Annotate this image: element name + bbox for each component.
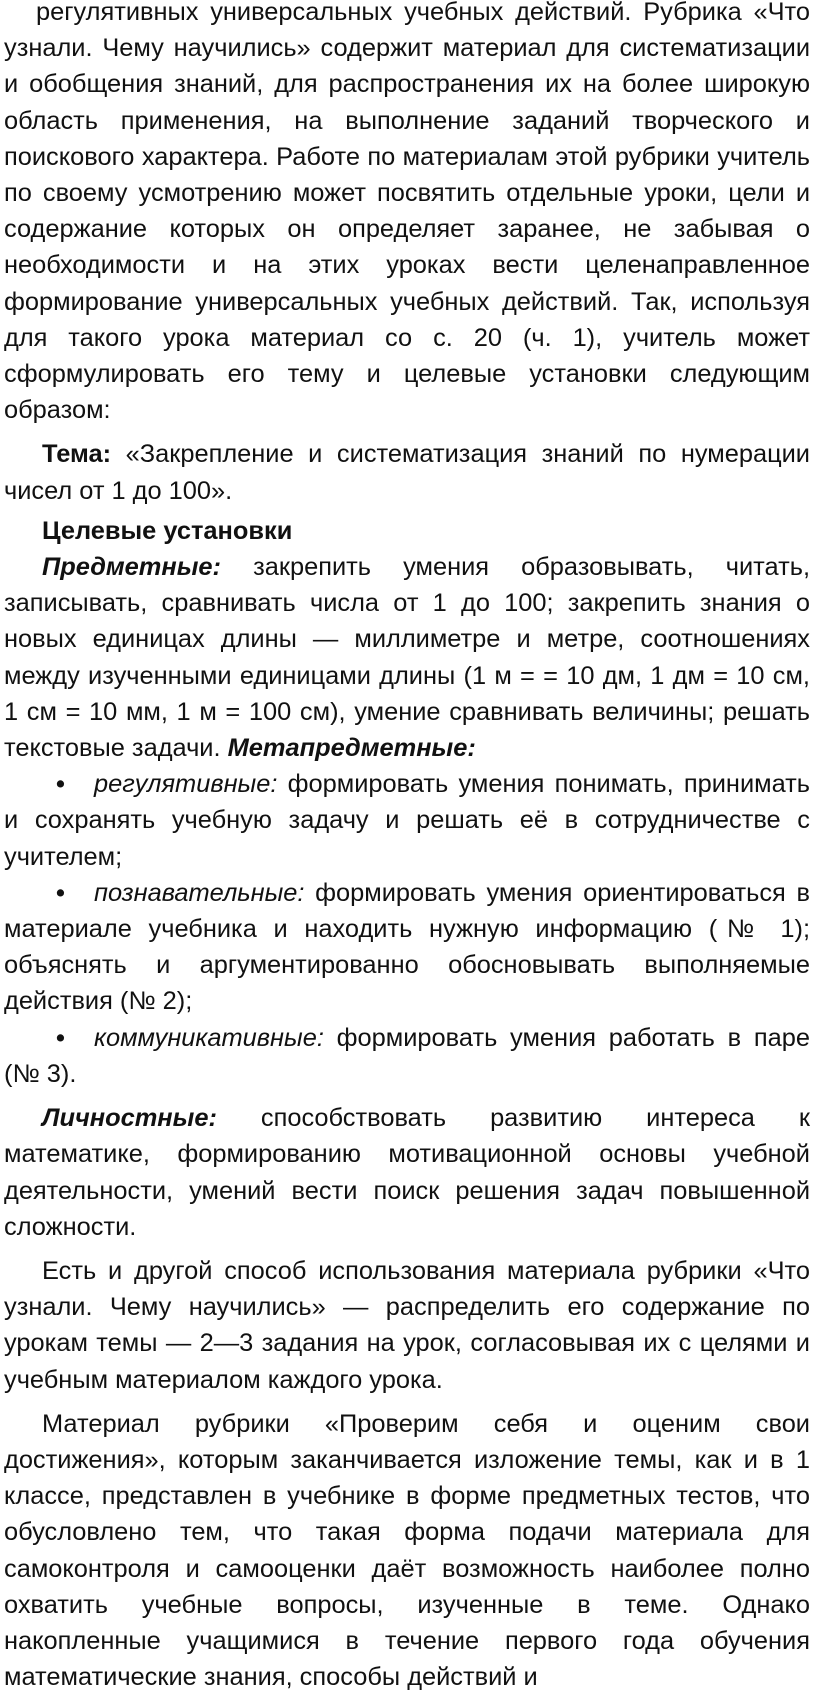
subject-goals-text: закрепить умения образовывать, читать, записывать, сравнивать числа от 1 до 100; закрепить знания о новых единицах длины — миллиметре и метре, соотношениях между изученными единицами длины (1 м = = 10 дм, 1 дм = 10 см, 1 см = 10 мм, 1 м = 100 см), умение сравнивать величины; решать текстовые задачи. [4,553,810,763]
list-item-regulative-label: регулятивные: [94,770,278,799]
list-item-regulative [4,766,810,875]
paragraph-self-check-text: Материал рубрики «Проверим себя и оценим свои достижения», которым заканчивается изложение темы, как и в 1 классе, представлен в учебнике в форме предметных тестов, что обусловлено тем, что такая форма подачи материала для самоконтроля и самооценки даёт возможность наиболее полно охватить учебные вопросы, изученные в теме. Однако накопленные учащимися в течение первого года обучения математические знания, способы действий и [4,1409,810,1692]
list-item-communicative-label: коммуникативные: [94,1023,324,1052]
subject-goals-label: Предметные: [42,553,221,582]
paragraph-other-way-text: Есть и другой способ использования материала рубрики «Что узнали. Чему научились» — распределить его содержание по урокам темы — 2—3 задания на урок, согласовывая их с целями и учебным материалом каждого урока. [4,1256,810,1394]
bullet-icon: • [56,1023,65,1052]
personal-goals-label: Личностные: [42,1104,217,1133]
bullet-icon: • [56,878,65,907]
paragraph-other-way [4,1253,810,1398]
list-item-cognitive-label: познавательные: [94,878,305,907]
lesson-theme-text: «Закрепление и систематизация знаний по нумерации чисел от 1 до 100». [4,440,810,505]
personal-goals [4,1100,810,1245]
list-item-cognitive [4,875,810,1020]
lesson-theme [4,436,810,508]
paragraph-self-check [4,1406,810,1696]
meta-goals-label: Метапредметные: [227,734,476,763]
goals-heading: Целевые установки [42,516,293,545]
paragraph-intro-text: регулятивных универсальных учебных действий. Рубрика «Что узнали. Чему научились» содержит материал для систематизации и обобщения знаний, для распространения их на более широкую область применения, на выполнение заданий творческого и поискового характера. Работе по материалам этой рубрики учитель по своему усмотрению может посвятить отдельные уроки, цели и содержание которых он определяет заранее, не забывая о необходимости и на этих уроках вести целенаправленное формирование универсальных учебных действий. Так, используя для такого урока материал со с. 20 (ч. 1), учитель может сформулировать его тему и целевые установки следующим образом: [4,0,810,425]
list-item-regulative-text: формировать умения понимать, принимать и сохранять учебную задачу и решать её в сотрудничестве с учителем; [4,770,810,871]
list-item-communicative-text: формировать умения работать в паре (№ 3). [4,1023,810,1088]
subject-goals [4,549,810,766]
list-item-cognitive-text: формировать умения ориентироваться в материале учебника и находить нужную информацию (№ 1); объяснять и аргументированно обосновывать выполняемые действия (№ 2); [4,878,810,1016]
lesson-theme-label: Тема: [42,440,112,469]
personal-goals-text: способствовать развитию интереса к математике, формированию мотивационной основы учебной деятельности, умений вести поиск решения задач повышенной сложности. [4,1104,810,1241]
paragraph-intro [4,0,810,428]
list-item-communicative [4,1020,810,1092]
bullet-icon: • [56,770,65,799]
